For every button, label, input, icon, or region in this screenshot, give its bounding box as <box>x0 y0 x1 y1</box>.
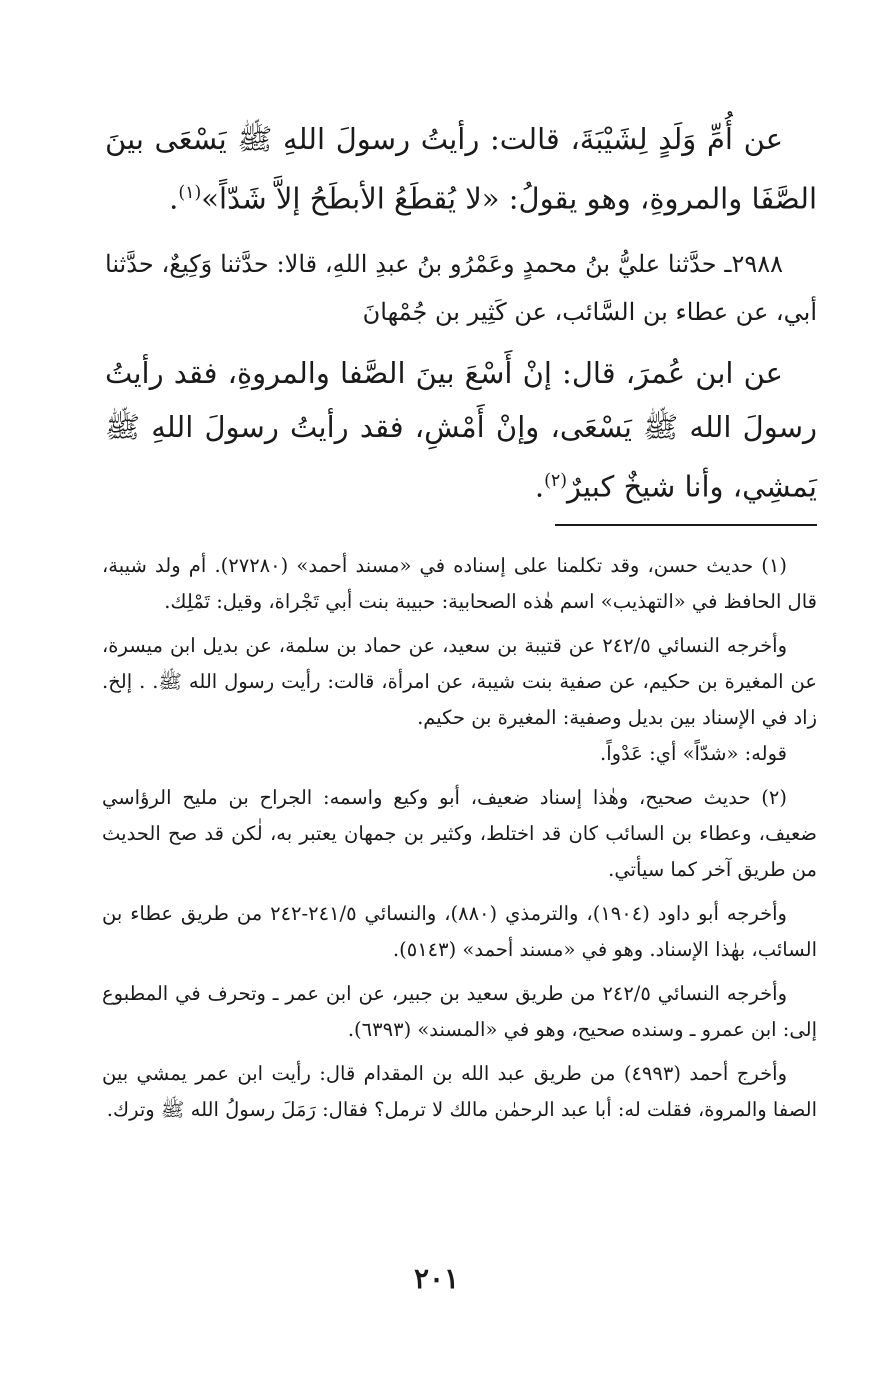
footnote-divider <box>555 524 817 526</box>
hadith-isnad-2988: ٢٩٨٨ـ حدَّثنا عليُّ بنُ محمدٍ وعَمْرُو بنُ عبدِ اللهِ، قالا: حدَّثنا وَكِيعٌ، حدَّثنا أبي، عن عطاء بن السَّائب، عن كَثِير بن جُمْهانَ <box>105 249 817 326</box>
hadith-text-2-body: عن ابن عُمرَ، قال: إنْ أَسْعَ بينَ الصَّفا والمروةِ، فقد رأيتُ رسولَ الله ﷺ يَسْعَى، وإنْ أَمْشِ، فقد رأيتُ رسولَ اللهِ ﷺ يَمشِي، وأنا شيخٌ كبيرٌ <box>105 355 817 504</box>
hadith-text-2-end: . <box>534 469 545 504</box>
page-number: ٢٠١ <box>413 1262 460 1295</box>
footnote-2-takhrij-1: وأخرجه أبو داود (١٩٠٤)، والترمذي (٨٨٠)، والنسائي ٢٤١/٥-٢٤٢ من طريق عطاء بن السائب، بهٰذا الإسناد. وهو في «مسند أحمد» (٥١٤٣). <box>102 902 817 961</box>
footnote-2-takhrij-2: وأخرجه النسائي ٢٤٢/٥ من طريق سعيد بن جبير، عن ابن عمر ـ وتحرف في المطبوع إلى: ابن عمرو ـ وسنده صحيح، وهو في «المسند» (٦٣٩٣). <box>102 982 817 1041</box>
footnote-2-takhrij-3: وأخرج أحمد (٤٩٩٣) من طريق عبد الله بن المقدام قال: رأيت ابن عمر يمشي بين الصفا والمروة، فقلت له: أبا عبد الرحمٰن مالك لا ترمل؟ فقال: رَمَلَ رسولُ الله ﷺ وترك. <box>102 1062 817 1121</box>
footnote-2: (٢) حديث صحيح، وهٰذا إسناد ضعيف، أبو وكيع واسمه: الجراح بن مليح الرؤاسي ضعيف، وعطاء بن السائب كان قد اختلط، وكثير بن جمهان يعتبر به، لٰكن قد صح الحديث من طريق آخر كما سيأتي. <box>102 786 817 881</box>
hadith-text-2 <box>105 346 817 514</box>
footnote-1-gloss: قوله: «شدّاً» أي: عَدْواً. <box>600 742 787 765</box>
hadith-text-1-body: عن أُمِّ وَلَدٍ لِشَيْبَةَ، قالت: رأيتُ رسولَ اللهِ ﷺ يَسْعَى بينَ الصَّفَا والمروةِ، وهو يقولُ: «لا يُقطَعُ الأبطَحُ إلاَّ شَدّاً» <box>105 122 817 216</box>
footnote-1-continued: وأخرجه النسائي ٢٤٢/٥ عن قتيبة بن سعيد، عن حماد بن سلمة، عن بديل ابن ميسرة، عن المغيرة بن حكيم، عن صفية بنت شيبة، عن امرأة، قالت: رأيت رسول الله ﷺ. . إلخ. زاد في الإسناد بين بديل وصفية: المغيرة بن حكيم. <box>102 634 817 729</box>
hadith-text-1 <box>105 112 817 226</box>
footnote-1: (١) حديث حسن، وقد تكلمنا على إسناده في «مسند أحمد» (٢٧٢٨٠). أم ولد شيبة، قال الحافظ في «التهذيب» اسم هٰذه الصحابية: حبيبة بنت أبي تَجْراة، وقيل: تَمْلِك. <box>102 554 817 613</box>
main-text <box>105 112 817 513</box>
footnote-ref-2: (٢) <box>544 470 568 491</box>
footnotes <box>102 548 817 1136</box>
hadith-text-1-end: . <box>169 181 179 216</box>
footnote-ref-1: (١) <box>178 183 202 203</box>
